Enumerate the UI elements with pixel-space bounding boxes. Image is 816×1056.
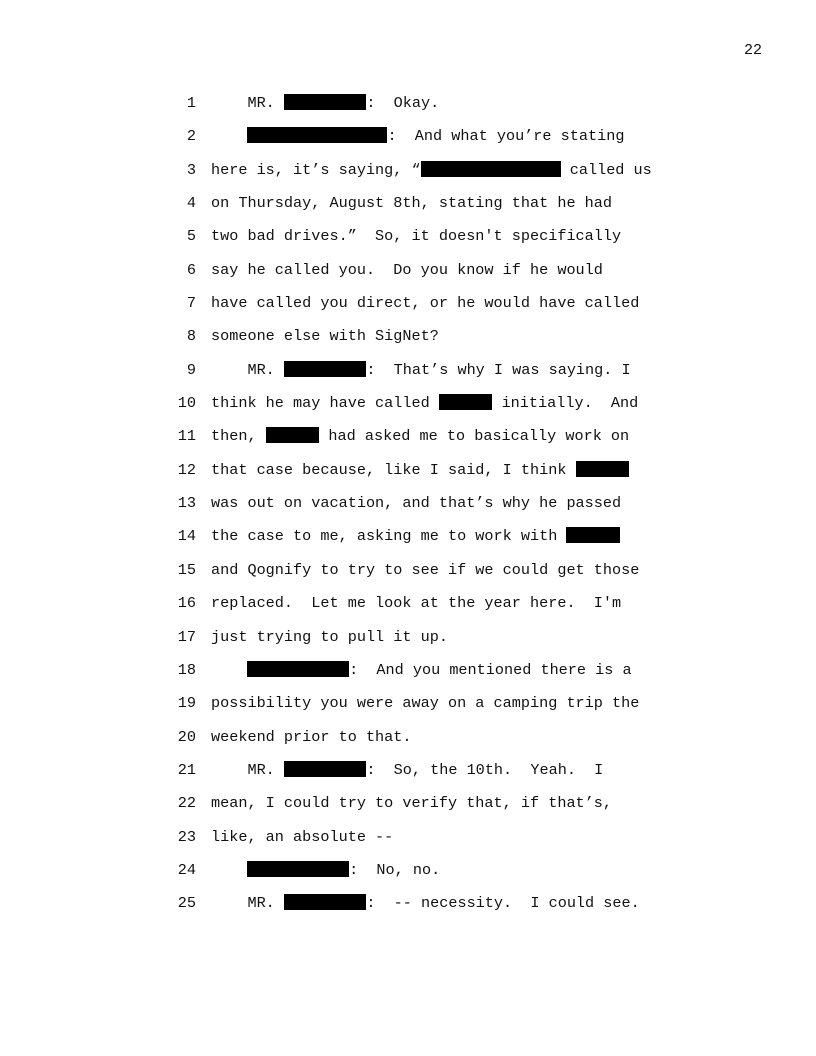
line-number: 17 [177, 627, 196, 646]
transcript-line [0, 854, 816, 887]
text-segment: was out on vacation, and that’s why he passed [211, 494, 622, 513]
transcript-line [0, 154, 816, 187]
line-number: 5 [186, 227, 196, 246]
transcript-line [0, 354, 816, 387]
redaction-box [284, 361, 366, 377]
text-segment [211, 861, 247, 879]
line-text [211, 294, 639, 312]
line-number: 20 [177, 727, 196, 746]
text-segment: had asked me to basically work on [319, 427, 630, 446]
transcript-line [0, 621, 816, 654]
text-segment: : And what you’re stating [387, 127, 625, 146]
transcript-line [0, 454, 816, 487]
text-segment [211, 661, 247, 679]
transcript-line [0, 387, 816, 420]
text-segment: MR. [211, 360, 284, 379]
line-text [211, 728, 412, 746]
text-segment: two bad drives.” So, it doesn't specifically [211, 227, 622, 246]
line-text [211, 161, 652, 179]
transcript-line [0, 320, 816, 353]
line-text [211, 594, 621, 612]
line-text [211, 694, 639, 712]
transcript-line [0, 120, 816, 153]
text-segment: possibility you were away on a camping trip the [211, 694, 640, 713]
text-segment: initially. And [492, 394, 639, 413]
line-text [211, 761, 603, 779]
redaction-box [266, 427, 320, 443]
redaction-box [247, 127, 387, 143]
line-number: 23 [177, 827, 196, 846]
transcript-line [0, 687, 816, 720]
line-text [211, 494, 621, 512]
redaction-box [284, 894, 366, 910]
text-segment: replaced. Let me look at the year here. I'm [211, 594, 622, 613]
transcript-line [0, 787, 816, 820]
text-segment: think he may have called [211, 394, 439, 413]
line-text [211, 794, 612, 812]
line-number: 2 [186, 127, 196, 146]
line-text [211, 94, 439, 112]
text-segment: called us [560, 160, 652, 179]
line-text [211, 127, 624, 145]
line-text [211, 327, 439, 345]
text-segment: like, an absolute -- [211, 827, 394, 846]
redaction-box [247, 861, 349, 877]
text-segment: here is, it’s saying, “ [211, 160, 421, 179]
text-segment: have called you direct, or he would have called [211, 294, 640, 313]
transcript-body [0, 87, 816, 921]
text-segment: : And you mentioned there is a [349, 660, 632, 679]
line-number: 14 [177, 527, 196, 546]
line-text [211, 894, 640, 912]
line-number: 13 [177, 494, 196, 513]
line-text [211, 227, 621, 245]
text-segment: and Qognify to try to see if we could get those [211, 560, 640, 579]
transcript-line [0, 654, 816, 687]
text-segment: MR. [211, 894, 284, 913]
transcript-line [0, 520, 816, 553]
transcript-line [0, 821, 816, 854]
transcript-line [0, 754, 816, 787]
transcript-line [0, 587, 816, 620]
line-text [211, 461, 629, 479]
line-text [211, 561, 639, 579]
line-text [211, 194, 612, 212]
text-segment: someone else with SigNet? [211, 327, 439, 346]
line-number: 11 [177, 427, 196, 446]
transcript-line [0, 87, 816, 120]
redaction-box [566, 527, 620, 543]
text-segment: : That’s why I was saying. I [366, 360, 631, 379]
line-number: 18 [177, 660, 196, 679]
transcript-line [0, 287, 816, 320]
line-text [211, 861, 440, 879]
transcript-line [0, 487, 816, 520]
transcript-line [0, 554, 816, 587]
line-text [211, 261, 603, 279]
line-number: 4 [186, 194, 196, 213]
line-number: 24 [177, 860, 196, 879]
redaction-box [576, 461, 630, 477]
text-segment: MR. [211, 760, 284, 779]
redaction-box [421, 161, 561, 177]
transcript-line [0, 721, 816, 754]
redaction-box [439, 394, 493, 410]
redaction-box [284, 94, 366, 110]
line-text [211, 394, 638, 412]
transcript-line [0, 420, 816, 453]
line-number: 16 [177, 594, 196, 613]
line-number: 19 [177, 694, 196, 713]
redaction-box [284, 761, 366, 777]
text-segment: then, [211, 427, 266, 446]
line-number: 22 [177, 794, 196, 813]
line-number: 6 [186, 260, 196, 279]
line-text [211, 628, 448, 646]
line-text [211, 361, 631, 379]
text-segment: : Okay. [366, 94, 440, 112]
line-number: 8 [186, 327, 196, 346]
line-number: 21 [177, 760, 196, 779]
line-number: 7 [186, 294, 196, 313]
transcript-line [0, 187, 816, 220]
text-segment: MR. [211, 94, 284, 112]
line-text [211, 427, 629, 445]
redaction-box [247, 661, 349, 677]
line-number: 12 [177, 460, 196, 479]
text-segment: that case because, like I said, I think [211, 460, 576, 479]
text-segment: say he called you. Do you know if he would [211, 260, 603, 279]
text-segment: : So, the 10th. Yeah. I [366, 760, 604, 779]
transcript-line [0, 220, 816, 253]
text-segment: : No, no. [349, 860, 441, 879]
line-number: 25 [177, 894, 196, 913]
text-segment: the case to me, asking me to work with [211, 527, 567, 546]
text-segment: just trying to pull it up. [211, 627, 448, 646]
line-number: 3 [186, 160, 196, 179]
text-segment [211, 127, 247, 145]
line-text [211, 661, 632, 679]
line-number: 1 [186, 94, 196, 112]
text-segment: on Thursday, August 8th, stating that he had [211, 194, 613, 213]
line-text [211, 828, 393, 846]
text-segment: weekend prior to that. [211, 727, 412, 746]
line-text [211, 527, 620, 545]
text-segment: mean, I could try to verify that, if that’s, [211, 794, 613, 813]
transcript-line [0, 887, 816, 920]
line-number: 10 [177, 394, 196, 413]
page-number: 22 [743, 42, 762, 59]
transcript-line [0, 254, 816, 287]
text-segment: : -- necessity. I could see. [366, 894, 640, 913]
line-number: 9 [186, 360, 196, 379]
line-number: 15 [177, 560, 196, 579]
